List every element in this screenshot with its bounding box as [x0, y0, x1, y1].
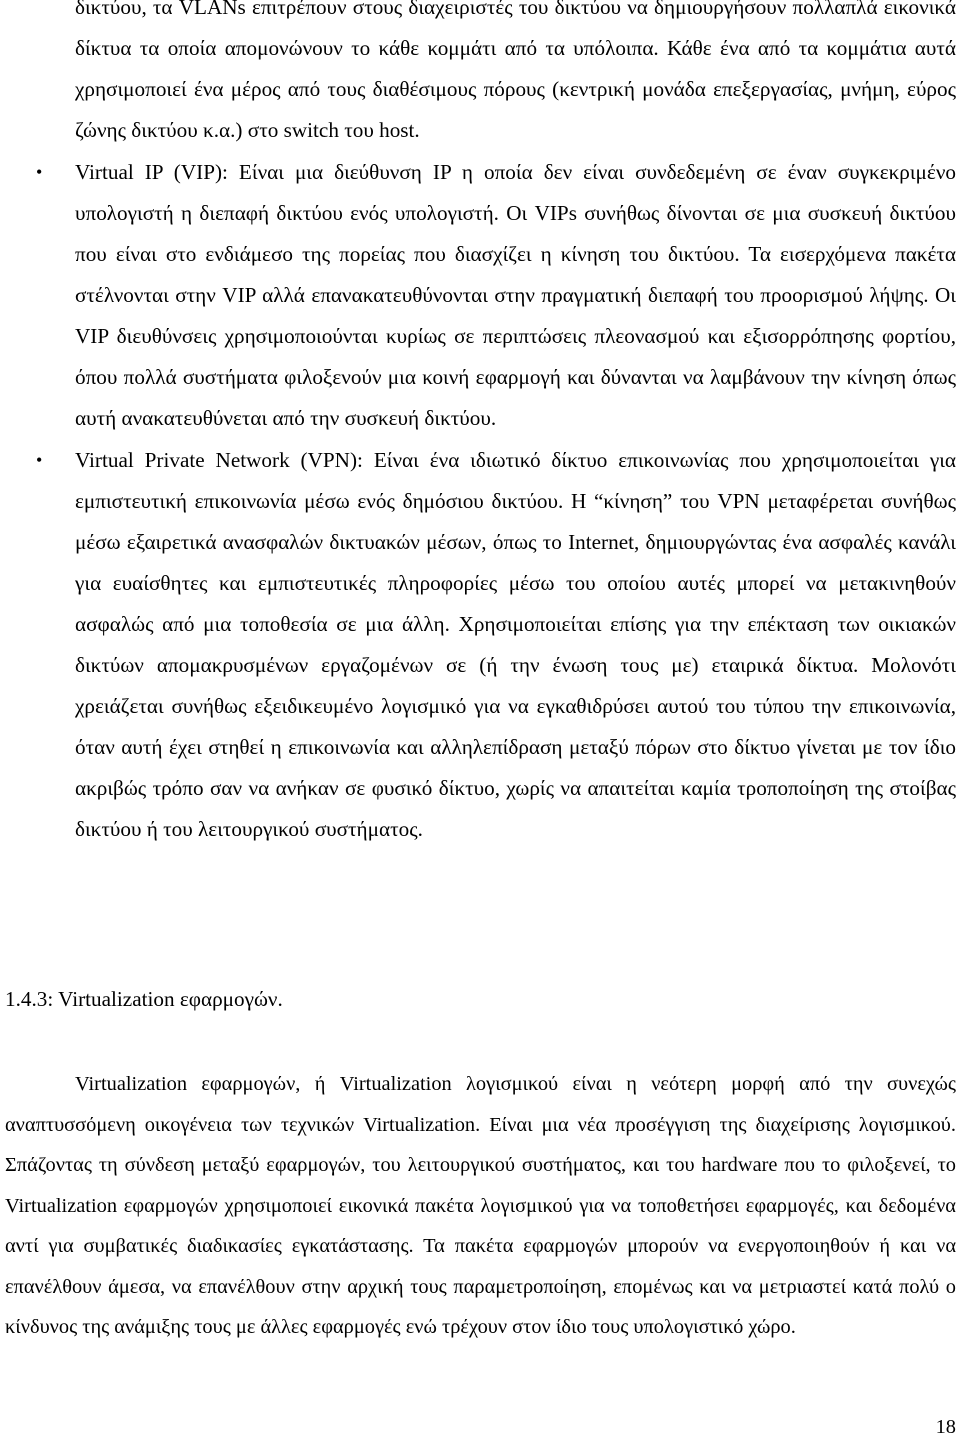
list-item-text: Virtual Private Network (VPN): Είναι ένα ιδιωτικό δίκτυο επικοινωνίας που χρησιμοποιείται για εμπιστευτική επικοινωνία μέσω ενός δημόσιου δικτύου. Η “κίνηση” του VPN μεταφέρεται συνήθως μέσω εξαιρετικά ανασφαλών δικτυακών μέσων, όπως το Internet, δημιουργώντας ένα ασφαλές κανάλι για ευαίσθητες και εμπιστευτικές πληροφορίες μέσω του οποίου αυτές μπορεί να μετακινηθούν ασφαλώς από μια τοποθεσία σε μια άλλη. Χρησιμοποιείται επίσης για την επέκταση των οικιακών δικτύων απομακρυσμένων εργαζομένων σε (ή την ένωση τους με) εταιρικά δίκτυα. Μολονότι χρειάζεται συνήθως εξειδικευμένο λογισμικό για να εγκαθιδρύσει αυτού του τύπου την επικοινωνία, όταν αυτή έχει στηθεί η επικοινωνία και αλληλεπίδραση μεταξύ πόρων στο δίκτυο γίνεται με τον ίδιο ακριβώς τρόπο σαν να ανήκαν σε φυσικό δίκτυο, χωρίς να απαιτείται καμία τροποποίηση της στοίβας δικτύου ή του λειτουργικού συστήματος.: [75, 448, 956, 841]
section-heading: 1.4.3: Virtualization εφαρμογών.: [5, 987, 283, 1011]
page-number: 18: [935, 1416, 956, 1438]
body-paragraph: Virtualization εφαρμογών, ή Virtualization λογισμικού είναι η νεότερη μορφή από την συνεχώς αναπτυσσόμενη οικογένεια των τεχνικών Virtualization. Είναι μια νέα προσέγγιση της διαχείρισης λογισμικού. Σπάζοντας τη σύνδεση μεταξύ εφαρμογών, του λειτουργικού συστήματος, και του hardware που το φιλοξενεί, το Virtualization εφαρμογών χρησιμοποιεί εικονικά πακέτα λογισμικού για να τοποθετήσει εφαρμογές, και δεδομένα αντί για συμβατικές διαδικασίες εγκατάστασης. Τα πακέτα εφαρμογών μπορούν να ενεργοποιηθούν ή και να επανέλθουν άμεσα, να επανέλθουν στην αρχική τους παραμετροποίηση, επομένως και να μετριαστεί κατά πολύ ο κίνδυνος της ανάμιξης τους με άλλες εφαρμογές ενώ τρέχουν στον ίδιο τους υπολογιστικό χώρο.: [5, 1073, 956, 1338]
bullet-marker: •: [36, 450, 43, 470]
list-item-text: Virtual IP (VIP): Είναι μια διεύθυνση IP η οποία δεν είναι συνδεδεμένη σε έναν συγκεκριμένο υπολογιστή η διεπαφή δικτύου ενός υπολογιστή. Οι VIPs συνήθως δίνονται σε μια συσκευή δικτύου που είναι στο ενδιάμεσο της πορείας που διασχίζει η κίνηση του δικτύου. Τα εισερχόμενα πακέτα στέλνονται στην VIP αλλά επανακατευθύνονται στην πραγματική διεπαφή του προορισμού λήψης. Οι VIP διευθύνσεις χρησιμοποιούνται κυρίως σε περιπτώσεις πλεονασμού και εξισορρόπησης φορτίου, όπου πολλά συστήματα φιλοξενούν μια κοινή εφαρμογή και δύνανται να λαμβάνουν την κίνηση όπως αυτή ανακατευθύνεται από την συσκευή δικτύου.: [75, 160, 956, 430]
bullet-marker: •: [36, 162, 43, 182]
list-item-virtual-ip: [0, 152, 960, 439]
list-item-vlan-continuation: [0, 0, 960, 151]
list-item-vpn: [0, 440, 960, 850]
list-item-text: δικτύου, τα VLANs επιτρέπουν στους διαχειριστές του δικτύου να δημιουργήσουν πολλαπλά εικονικά δίκτυα τα οποία απομονώνουν το κάθε κομμάτι από τα υπόλοιπα. Κάθε ένα από τα κομμάτια αυτά χρησιμοποιεί ένα μέρος από τους διαθέσιμους πόρους (κεντρική μονάδα επεξεργασίας, μνήμη, εύρος ζώνης δικτύου κ.α.) στο switch του host.: [75, 0, 956, 142]
